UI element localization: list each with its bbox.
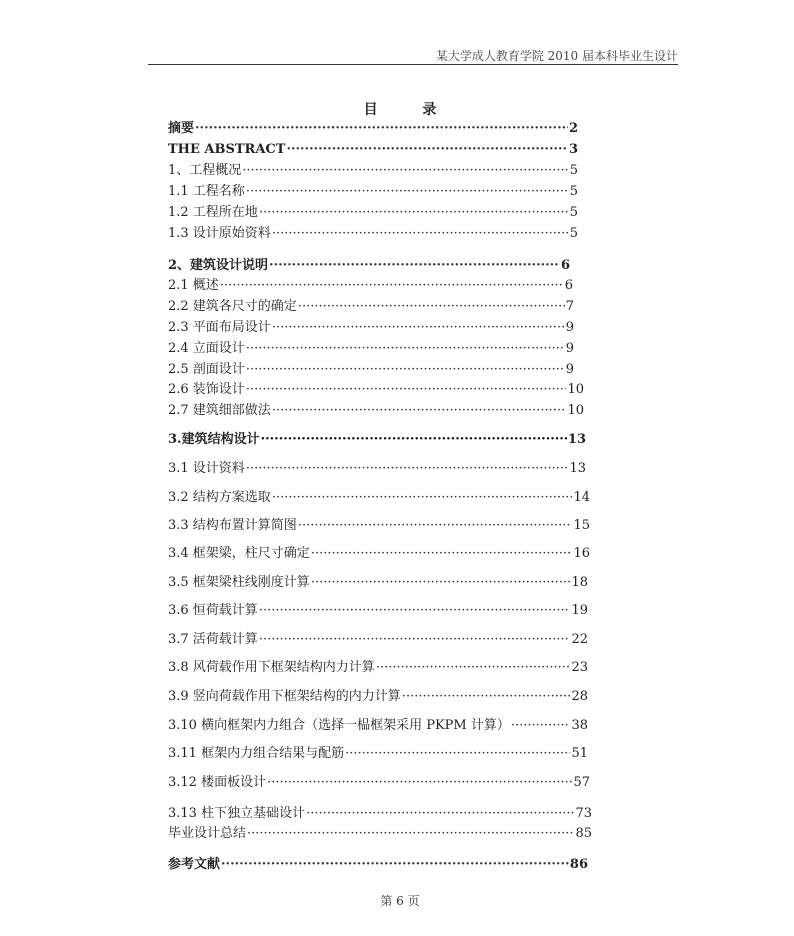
toc-entry: 毕业设计总结 ····· 85 — [168, 826, 592, 842]
page-footer: 第 6 页 — [380, 894, 420, 908]
toc-entry: 3.13 柱下独立基础设计 ····· 73 — [168, 806, 592, 822]
toc-entry: THE ABSTRACT ····· 3 — [168, 142, 578, 158]
toc-entry: 2.2 建筑各尺寸的确定 ····· 7 — [168, 299, 574, 315]
toc-entry: 3.7 活荷载计算 ····· 22 — [168, 632, 588, 648]
toc-entry: 1.2 工程所在地 ····· 5 — [168, 205, 578, 221]
toc-entry: 3.6 恒荷载计算 ····· 19 — [168, 603, 588, 619]
toc-entry: 1、工程概况 ····· 5 — [168, 163, 578, 179]
toc-entry: 3.10 横向框架内力组合（选择一榀框架采用 PKPM 计算） ····· 38 — [168, 718, 588, 734]
toc-entry: 2.3 平面布局设计 ····· 9 — [168, 320, 574, 336]
toc-entry: 参考文献 ····· 86 — [168, 857, 588, 873]
toc-entry: 2.6 装饰设计 ····· 10 — [168, 382, 584, 398]
toc-entry: 3.2 结构方案选取 ····· 14 — [168, 490, 590, 506]
toc-entry: 2.7 建筑细部做法 ····· 10 — [168, 403, 584, 419]
toc-entry: 3.9 竖向荷载作用下框架结构的内力计算 ····· 28 — [168, 689, 588, 705]
toc-entry: 3.5 框架梁柱线刚度计算 ····· 18 — [168, 575, 588, 591]
toc-entry: 3.11 框架内力组合结果与配筋 ····· 51 — [168, 746, 588, 762]
toc-entry: 3.4 框架梁，柱尺寸确定 ····· 16 — [168, 546, 590, 562]
toc-entry: 3.建筑结构设计 ····· 13 — [168, 432, 586, 448]
toc-entry: 3.3 结构布置计算简图 ····· 15 — [168, 518, 590, 534]
page-header: 某大学成人教育学院 2010 届本科毕业生设计 — [435, 49, 678, 63]
toc-entry: 摘要 ····· 2 — [168, 121, 578, 137]
toc-entry: 3.12 楼面板设计 ····· 57 — [168, 775, 590, 791]
toc-entry: 1.1 工程名称 ····· 5 — [168, 184, 578, 200]
toc-title: 目 录 — [363, 102, 457, 118]
toc-entry: 2.4 立面设计 ····· 9 — [168, 341, 574, 357]
toc-entry: 3.8 风荷载作用下框架结构内力计算 ····· 23 — [168, 660, 588, 676]
toc-entry: 2.5 剖面设计 ····· 9 — [168, 362, 574, 378]
toc-entry: 3.1 设计资料 ····· 13 — [168, 461, 586, 477]
toc-entry: 2、建筑设计说明 ····· 6 — [168, 258, 570, 274]
toc-entry: 1.3 设计原始资料 ····· 5 — [168, 226, 578, 242]
header-rule — [148, 64, 678, 65]
toc-entry: 2.1 概述 ····· 6 — [168, 278, 573, 294]
